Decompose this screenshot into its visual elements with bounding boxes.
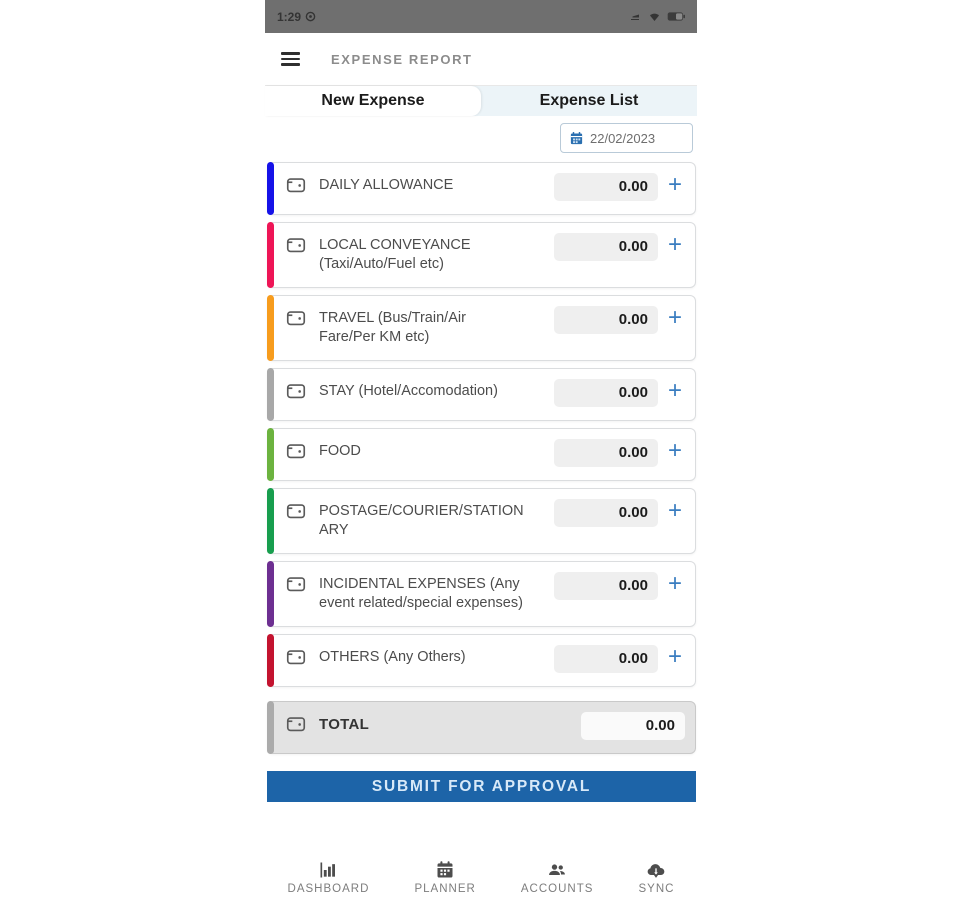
expense-row-6 — [267, 561, 696, 627]
wallet-icon — [285, 234, 307, 256]
category-color-bar — [267, 428, 274, 481]
expense-row-1 — [267, 222, 696, 288]
date-value: 22/02/2023 — [590, 130, 656, 146]
category-color-bar — [267, 295, 274, 361]
add-expense-button[interactable]: + — [667, 304, 682, 331]
expense-list — [265, 162, 697, 754]
signal-icon — [628, 11, 642, 23]
amount-field[interactable]: 0.00 — [554, 306, 658, 334]
category-label: INCIDENTAL EXPENSES (Any event related/special expenses) — [319, 576, 523, 611]
add-expense-button[interactable]: + — [667, 570, 682, 597]
expense-row-5 — [267, 488, 696, 554]
wallet-icon — [285, 440, 307, 462]
category-label: TRAVEL (Bus/Train/Air Fare/Per KM etc) — [319, 310, 466, 345]
category-color-bar — [267, 368, 274, 421]
category-label: FOOD — [319, 443, 361, 459]
category-color-bar — [267, 488, 274, 554]
add-expense-button[interactable]: + — [667, 437, 682, 464]
wallet-icon — [285, 500, 307, 522]
nav-item-sync[interactable] — [638, 860, 674, 895]
category-label: POSTAGE/COURIER/STATIONARY — [319, 503, 524, 538]
add-expense-button[interactable]: + — [667, 231, 682, 258]
nav-label: DASHBOARD — [287, 883, 370, 895]
battery-icon — [667, 11, 685, 22]
add-expense-button[interactable]: + — [667, 497, 682, 524]
category-color-bar — [267, 222, 274, 288]
nav-item-accounts[interactable] — [521, 860, 594, 895]
amount-field[interactable]: 0.00 — [554, 233, 658, 261]
category-color-bar — [267, 634, 274, 687]
category-color-bar — [267, 162, 274, 215]
amount-field[interactable]: 0.00 — [554, 645, 658, 673]
submit-for-approval-button[interactable]: SUBMIT FOR APPROVAL — [267, 771, 696, 802]
expense-row-0 — [267, 162, 696, 215]
total-row — [267, 701, 696, 754]
category-label: STAY (Hotel/Accomodation) — [319, 383, 498, 399]
nav-item-dashboard[interactable] — [288, 860, 370, 895]
amount-field[interactable]: 0.00 — [554, 439, 658, 467]
wallet-icon — [285, 307, 307, 329]
wallet-icon — [285, 573, 307, 595]
tab-bar — [265, 85, 697, 116]
hamburger-menu-icon[interactable] — [281, 52, 300, 66]
nav-label: SYNC — [638, 883, 675, 895]
nav-label: PLANNER — [414, 883, 476, 895]
expense-row-4 — [267, 428, 696, 481]
wifi-icon — [648, 11, 661, 23]
amount-field[interactable]: 0.00 — [554, 499, 658, 527]
amount-field[interactable]: 0.00 — [554, 173, 658, 201]
tab-new-expense[interactable]: New Expense — [265, 86, 481, 116]
clock-icon — [305, 11, 316, 22]
category-label: TOTAL — [319, 716, 370, 733]
nav-item-planner[interactable] — [414, 860, 475, 895]
category-label: DAILY ALLOWANCE — [319, 177, 454, 193]
category-label: LOCAL CONVEYANCE (Taxi/Auto/Fuel etc) — [319, 237, 471, 272]
expense-row-7 — [267, 634, 696, 687]
page-title: EXPENSE REPORT — [331, 51, 473, 67]
bottom-navigation — [265, 860, 697, 895]
app-header — [265, 33, 697, 85]
app-window — [265, 0, 697, 900]
add-expense-button[interactable]: + — [667, 171, 682, 198]
add-expense-button[interactable]: + — [667, 643, 682, 670]
expense-row-2 — [267, 295, 696, 361]
people-icon — [546, 860, 568, 880]
add-expense-button[interactable]: + — [667, 377, 682, 404]
date-row — [265, 116, 697, 162]
wallet-icon — [285, 380, 307, 402]
nav-label: ACCOUNTS — [520, 883, 594, 895]
cloud-sync-icon — [645, 860, 667, 880]
tab-expense-list[interactable]: Expense List — [539, 92, 639, 109]
date-picker[interactable] — [560, 123, 693, 153]
total-amount: 0.00 — [581, 712, 685, 740]
bar-chart-icon — [318, 860, 338, 880]
amount-field[interactable]: 0.00 — [554, 572, 658, 600]
status-time: 1:29 — [277, 9, 302, 24]
expense-row-3 — [267, 368, 696, 421]
status-bar — [265, 0, 697, 33]
wallet-icon — [285, 713, 307, 735]
calendar-icon — [435, 860, 455, 880]
wallet-icon — [285, 174, 307, 196]
calendar-icon — [569, 131, 584, 146]
amount-field[interactable]: 0.00 — [554, 379, 658, 407]
category-label: OTHERS (Any Others) — [319, 649, 466, 665]
category-color-bar — [267, 561, 274, 627]
category-color-bar — [267, 701, 274, 754]
wallet-icon — [285, 646, 307, 668]
